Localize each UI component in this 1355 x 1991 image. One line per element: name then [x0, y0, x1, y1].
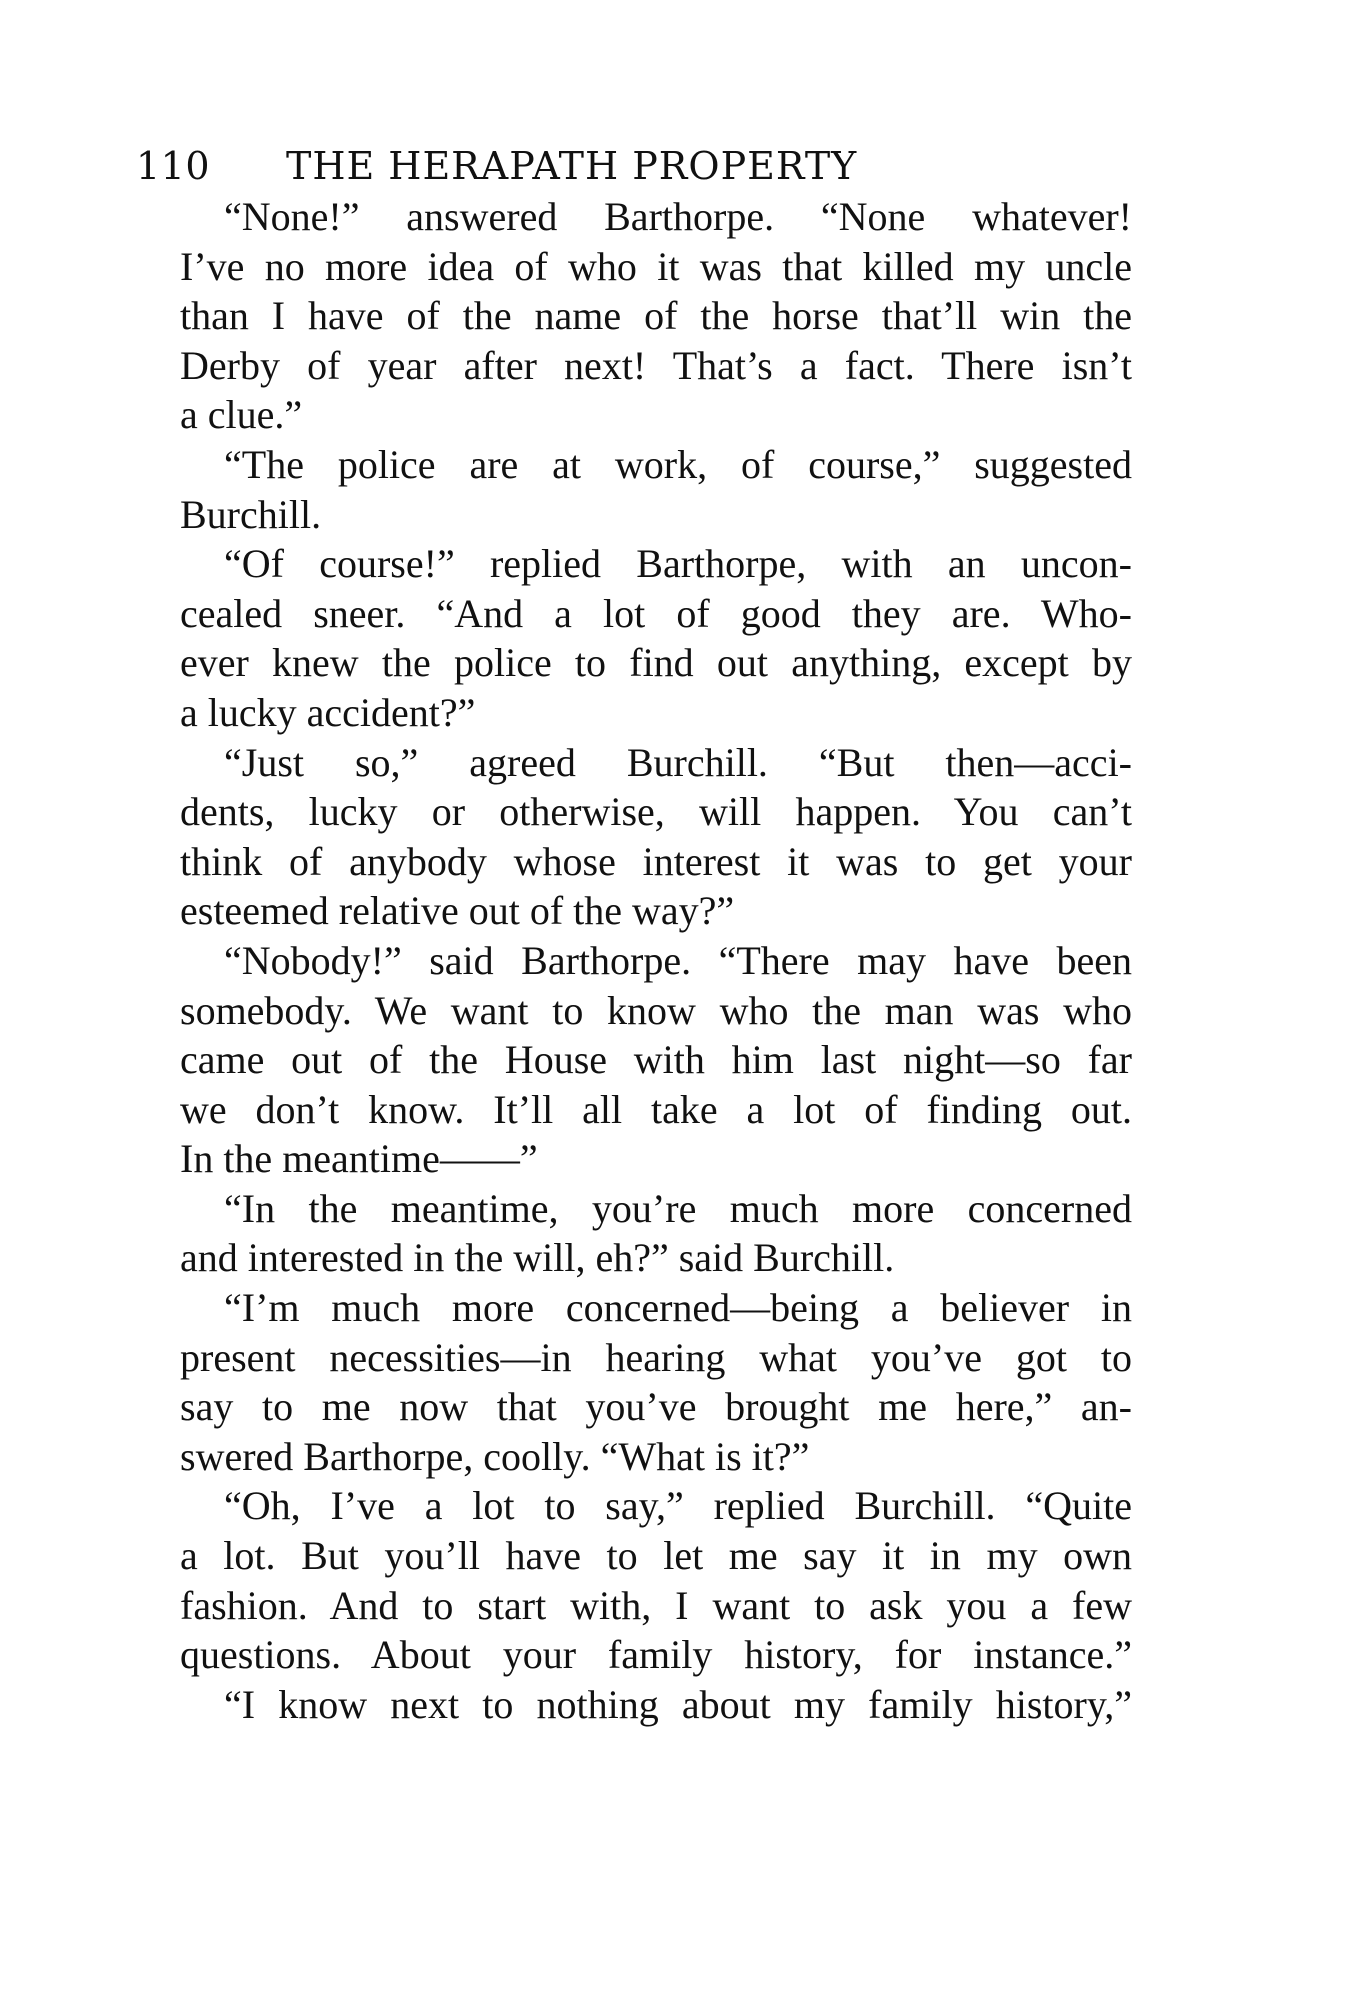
text-line: and interested in the will, eh?” said Burchill.	[180, 1235, 895, 1281]
text-line: Derby of year after next! That’s a fact. There isn’t	[180, 342, 1132, 388]
text-line: cealed sneer. “And a lot of good they are. Who-	[180, 590, 1132, 636]
text-line: fashion. And to start with, I want to ask you a few	[180, 1582, 1132, 1628]
text-line: dents, lucky or otherwise, will happen. You can’t	[180, 789, 1132, 835]
paragraph	[136, 192, 1132, 440]
paragraph	[136, 738, 1132, 936]
paragraph	[136, 539, 1132, 737]
text-line: “None!” answered Barthorpe. “None whatever!	[224, 194, 1132, 239]
paragraph	[136, 1283, 1132, 1481]
text-line: “The police are at work, of course,” suggested	[224, 441, 1132, 487]
text-line: “I’m much more concerned—being a believer in	[224, 1285, 1132, 1331]
text-line: “Nobody!” said Barthorpe. “There may have been	[224, 937, 1132, 983]
text-line: “Just so,” agreed Burchill. “But then—acci-	[224, 739, 1132, 785]
text-line: a clue.”	[180, 392, 303, 438]
text-line: In the meantime——”	[180, 1136, 538, 1182]
text-line: ever knew the police to find out anything, except by	[180, 640, 1132, 686]
text-line: came out of the House with him last night—so far	[180, 1037, 1132, 1083]
text-line: “I know next to nothing about my family history,”	[224, 1681, 1132, 1727]
paragraph	[136, 1481, 1132, 1679]
paragraph	[136, 1680, 1132, 1730]
text-line: I’ve no more idea of who it was that killed my uncle	[180, 243, 1132, 289]
text-line: think of anybody whose interest it was to get your	[180, 838, 1132, 884]
body-text	[136, 192, 1132, 1729]
page-number: 110	[136, 144, 211, 188]
page-header	[136, 140, 1132, 192]
paragraph	[136, 440, 1132, 539]
text-line: a lot. But you’ll have to let me say it in my own	[180, 1533, 1132, 1579]
text-line: “Of course!” replied Barthorpe, with an uncon-	[224, 541, 1132, 587]
text-line: “In the meantime, you’re much more concerned	[224, 1185, 1132, 1231]
text-line: a lucky accident?”	[180, 689, 476, 735]
book-page	[136, 140, 1132, 1729]
running-title: THE HERAPATH PROPERTY	[286, 144, 858, 188]
text-line: than I have of the name of the horse that’ll win the	[180, 293, 1132, 339]
text-line: “Oh, I’ve a lot to say,” replied Burchill. “Quite	[224, 1483, 1132, 1529]
text-line: we don’t know. It’ll all take a lot of finding out.	[180, 1086, 1132, 1132]
paragraph	[136, 1184, 1132, 1283]
text-line: questions. About your family history, for instance.”	[180, 1632, 1132, 1678]
text-line: present necessities—in hearing what you’ve got to	[180, 1334, 1132, 1380]
text-line: say to me now that you’ve brought me here,” an-	[180, 1384, 1132, 1430]
text-line: swered Barthorpe, coolly. “What is it?”	[180, 1433, 810, 1479]
text-line: Burchill.	[180, 491, 322, 537]
text-line: somebody. We want to know who the man was who	[180, 987, 1132, 1033]
text-line: esteemed relative out of the way?”	[180, 888, 735, 934]
paragraph	[136, 936, 1132, 1184]
